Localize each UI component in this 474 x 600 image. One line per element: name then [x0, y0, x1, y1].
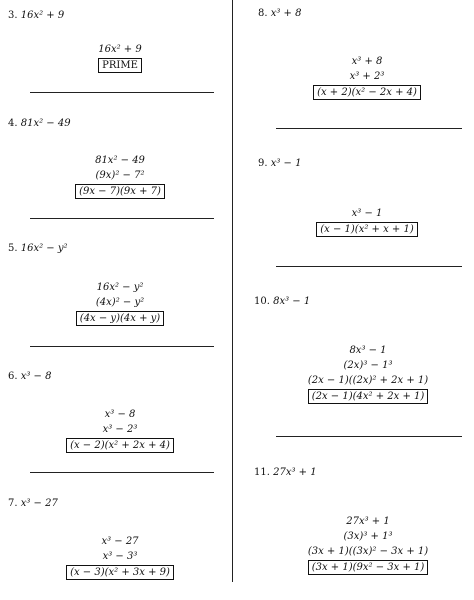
- work-step: x³ − 3³: [102, 551, 138, 562]
- problem-number: 11.: [254, 467, 270, 478]
- problem-6-work: [40, 407, 200, 453]
- problem-expression: x³ − 27: [20, 498, 58, 509]
- work-step: (3x + 1)((3x)² − 3x + 1): [307, 546, 429, 557]
- problem-number: 5.: [8, 243, 18, 254]
- boxed-answer: (x − 2)(x² + 2x + 4): [66, 438, 174, 453]
- problem-number: 9.: [258, 158, 268, 169]
- problem-expression: x³ − 1: [270, 158, 302, 169]
- boxed-answer: (x − 3)(x² + 3x + 9): [66, 565, 174, 580]
- problem-expression: 81x² − 49: [20, 118, 71, 129]
- work-step: x³ + 8: [351, 56, 383, 67]
- work-step: (2x)³ − 1³: [343, 360, 393, 371]
- work-step: 27x³ + 1: [346, 516, 390, 527]
- problem-number: 8.: [258, 8, 268, 19]
- problem-7-work: [40, 534, 200, 580]
- problem-8-work: [292, 54, 442, 100]
- problem-11-prompt: [254, 467, 317, 479]
- separator-line: [276, 436, 462, 437]
- boxed-answer: PRIME: [98, 58, 142, 73]
- problem-5-work: [40, 280, 200, 326]
- problem-6-prompt: [8, 371, 51, 383]
- problem-number: 7.: [8, 498, 18, 509]
- separator-line: [276, 128, 462, 129]
- work-step: (9x)² − 7²: [95, 170, 145, 181]
- problem-7-prompt: [8, 498, 58, 510]
- separator-line: [30, 346, 214, 347]
- boxed-answer: (3x + 1)(9x² − 3x + 1): [308, 560, 429, 575]
- boxed-answer: (9x − 7)(9x + 7): [75, 184, 165, 199]
- problem-11-work: [282, 514, 454, 575]
- problem-number: 4.: [8, 118, 18, 129]
- problem-number: 6.: [8, 371, 18, 382]
- problem-expression: 16x² − y²: [20, 243, 68, 254]
- separator-line: [30, 92, 214, 93]
- problem-8-prompt: [258, 8, 301, 20]
- problem-9-prompt: [258, 158, 301, 170]
- problem-4-work: [40, 153, 200, 199]
- work-step: x³ − 2³: [102, 424, 138, 435]
- problem-expression: x³ − 8: [20, 371, 52, 382]
- boxed-answer: (4x − y)(4x + y): [76, 311, 164, 326]
- problem-number: 10.: [254, 296, 270, 307]
- work-step: (4x)² − y²: [95, 297, 145, 308]
- work-step: 81x² − 49: [95, 155, 145, 166]
- problem-9-work: [292, 206, 442, 237]
- boxed-answer: (x − 1)(x² + x + 1): [316, 222, 417, 237]
- work-step: 8x³ − 1: [349, 345, 387, 356]
- work-step: x³ − 8: [104, 409, 136, 420]
- problem-expression: 27x³ + 1: [273, 467, 317, 478]
- separator-line: [30, 472, 214, 473]
- problem-expression: x³ + 8: [270, 8, 302, 19]
- problem-expression: 8x³ − 1: [273, 296, 311, 307]
- problem-3-work: [60, 42, 180, 73]
- work-step: x³ − 1: [351, 208, 383, 219]
- problem-5-prompt: [8, 243, 68, 255]
- problem-4-prompt: [8, 118, 71, 130]
- problem-10-prompt: [254, 296, 310, 308]
- work-step: 16x² − y²: [96, 282, 144, 293]
- separator-line: [30, 218, 214, 219]
- separator-line: [276, 266, 462, 267]
- work-step: (2x − 1)((2x)² + 2x + 1): [307, 375, 429, 386]
- boxed-answer: (2x − 1)(4x² + 2x + 1): [308, 389, 429, 404]
- work-step: 16x² + 9: [98, 44, 142, 55]
- problem-10-work: [282, 343, 454, 404]
- work-step: (3x)³ + 1³: [343, 531, 393, 542]
- column-divider: [232, 0, 233, 582]
- work-step: x³ − 27: [101, 536, 139, 547]
- work-step: x³ + 2³: [349, 71, 385, 82]
- boxed-answer: (x + 2)(x² − 2x + 4): [313, 85, 421, 100]
- problem-expression: 16x² + 9: [20, 10, 65, 21]
- problem-number: 3.: [8, 10, 18, 21]
- problem-3-prompt: [8, 10, 64, 22]
